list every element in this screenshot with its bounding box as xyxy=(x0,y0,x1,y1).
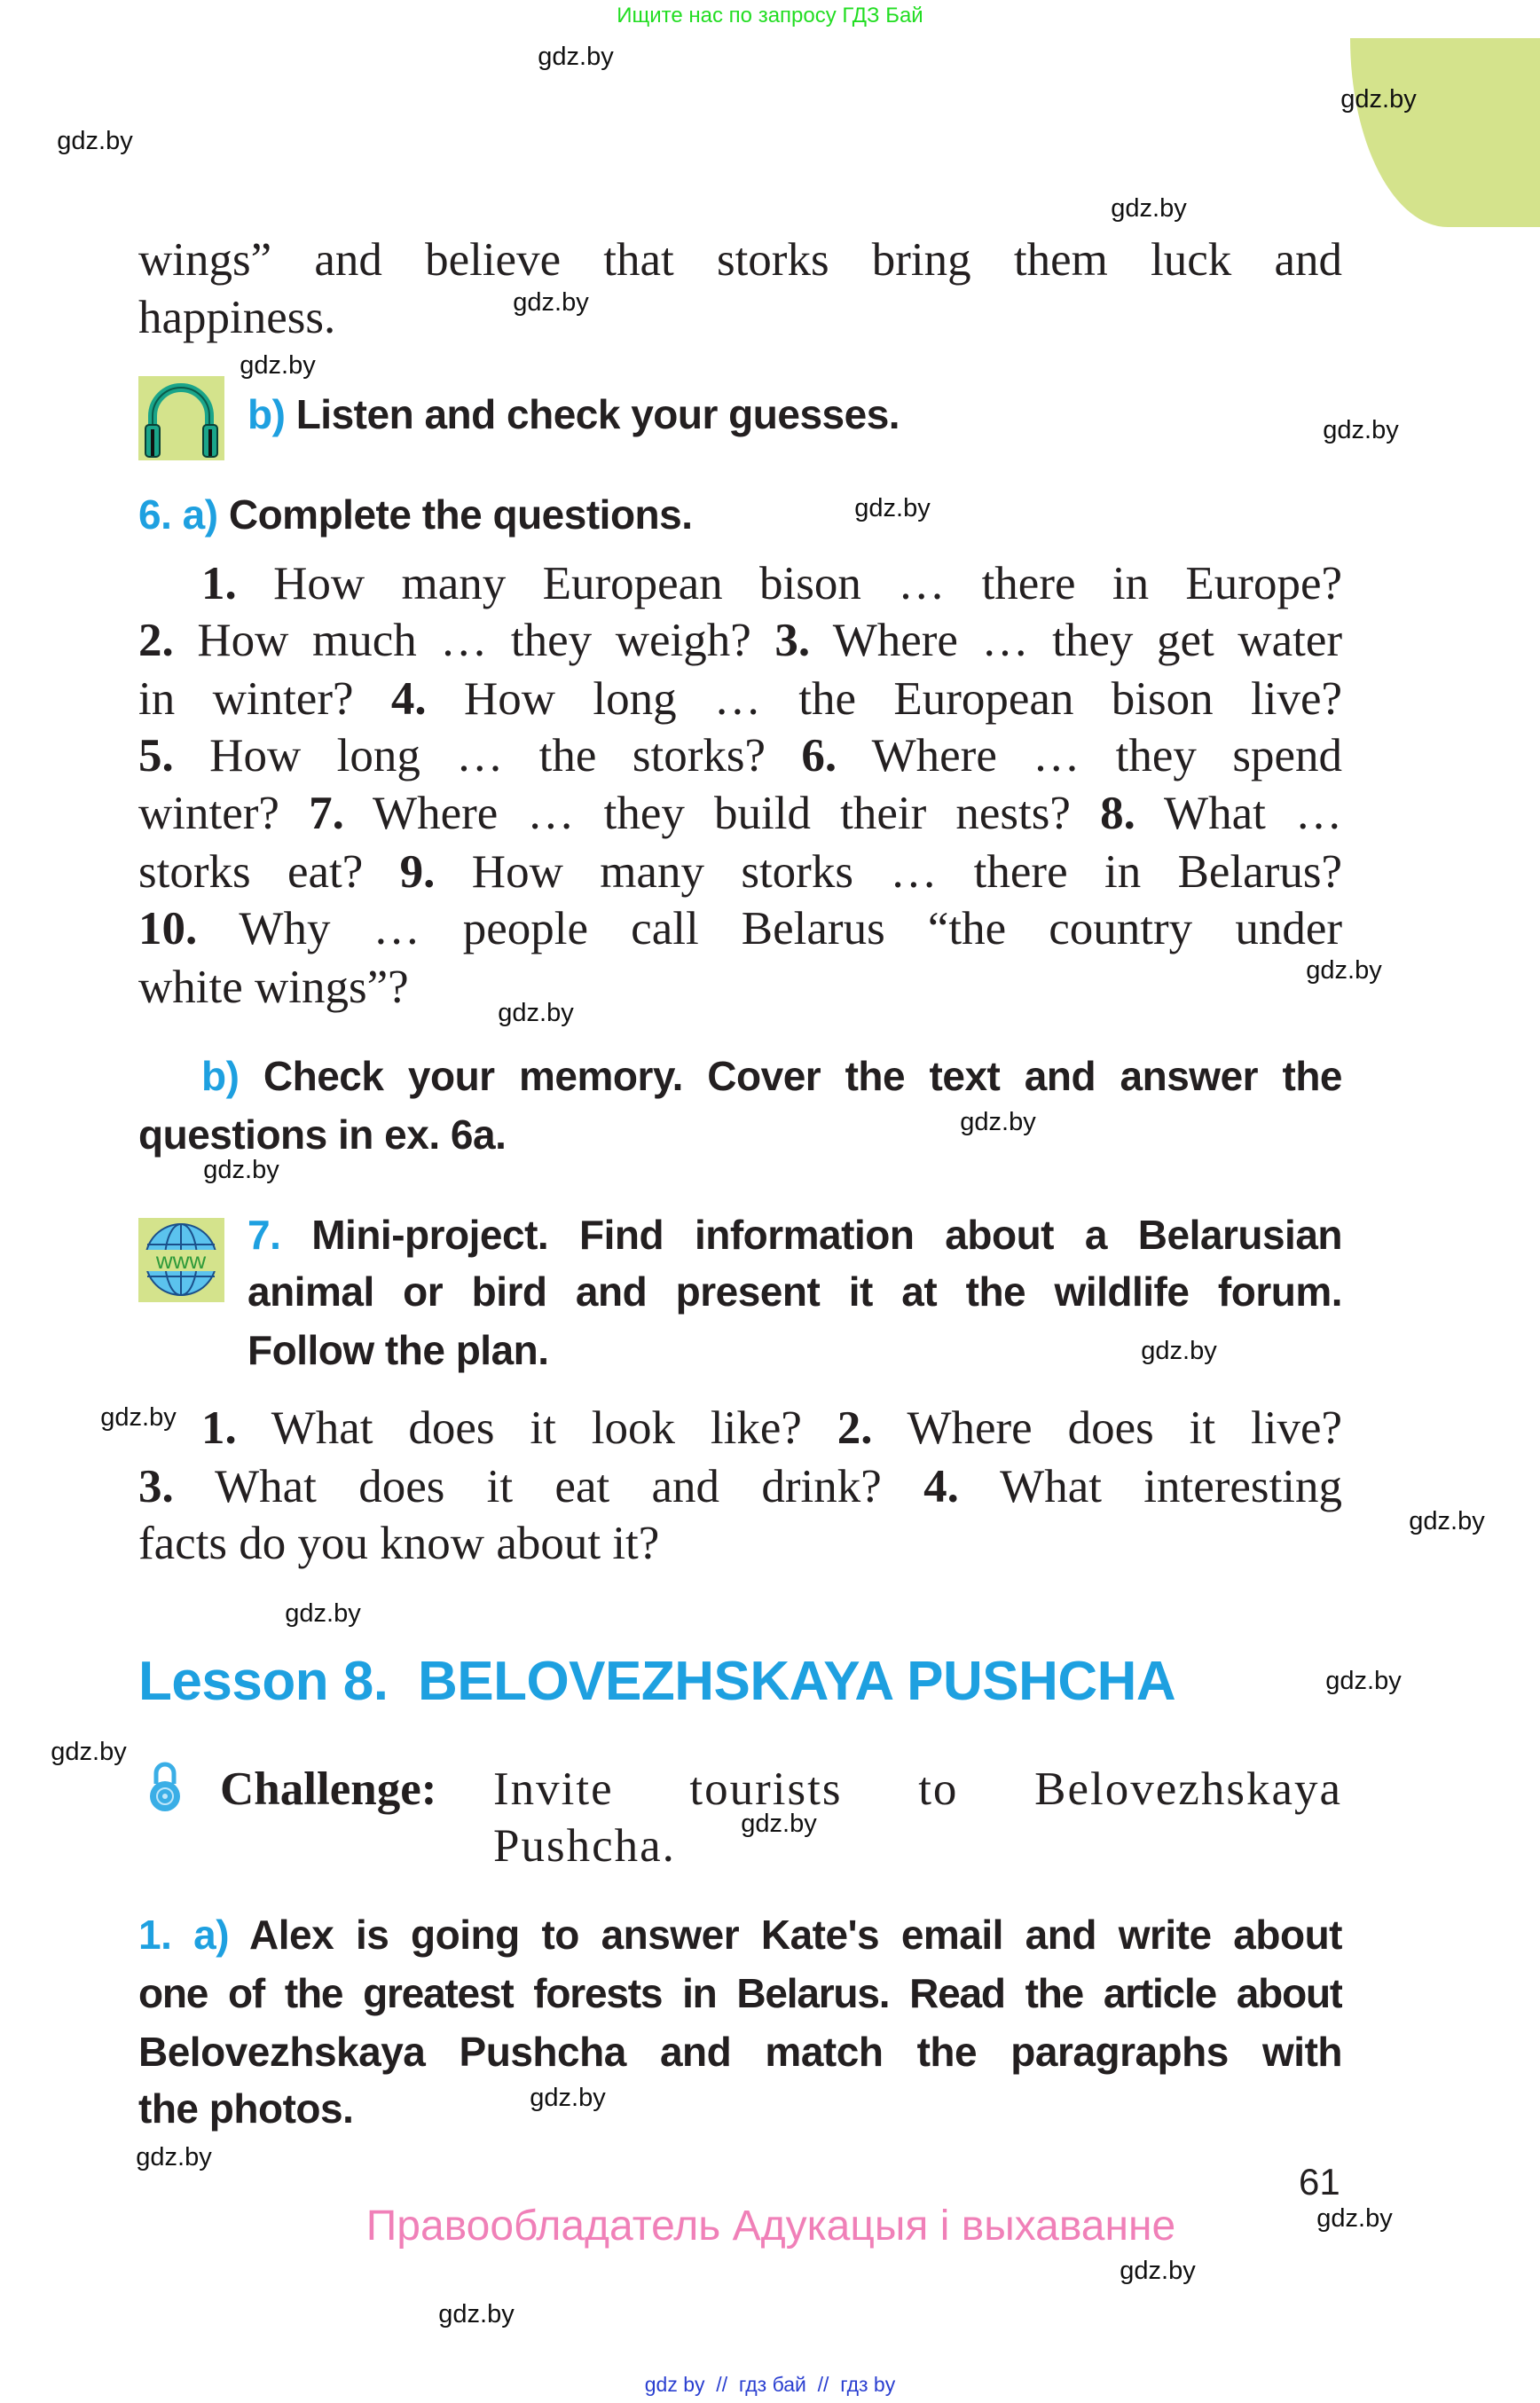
watermark: gdz.by xyxy=(1340,85,1417,114)
exercise-label: b) xyxy=(248,391,286,437)
watermark: gdz.by xyxy=(1316,2204,1393,2233)
watermark: gdz.by xyxy=(57,127,133,155)
exercise-number: 7. xyxy=(248,1212,281,1258)
exercise-label: a) xyxy=(182,491,218,538)
text-line xyxy=(201,1400,1342,1457)
item-number: 7. xyxy=(309,788,344,839)
item-text: What interesting xyxy=(958,1461,1342,1512)
item-text: wings” and believe that storks bring them luck and xyxy=(138,234,1342,286)
text-line xyxy=(138,727,1342,785)
exercise-label: b) xyxy=(201,1053,240,1099)
item-number: 9. xyxy=(399,846,436,898)
watermark: gdz.by xyxy=(498,999,574,1027)
exercise-number: 1. xyxy=(138,1912,172,1958)
watermark: gdz.by xyxy=(100,1403,177,1432)
item-number: 5. xyxy=(138,730,174,781)
text-line xyxy=(138,289,335,347)
www-globe-icon xyxy=(138,1218,224,1302)
watermark: gdz.by xyxy=(285,1599,361,1628)
text-line xyxy=(138,785,1342,843)
exercise-5b xyxy=(248,386,900,444)
lesson-name: BELOVEZHSKAYA PUSHCHA xyxy=(417,1651,1176,1712)
text-line xyxy=(138,612,1342,670)
item-text: What does it eat and drink? xyxy=(173,1461,924,1512)
watermark: gdz.by xyxy=(1120,2257,1196,2285)
item-text: How much … they weigh? xyxy=(173,615,775,666)
watermark: gdz.by xyxy=(438,2300,515,2328)
exercise-1a-line4: the photos. xyxy=(138,2085,354,2132)
watermark: gdz.by xyxy=(203,1156,279,1184)
text-line xyxy=(138,671,1342,728)
item-text: How long … the storks? xyxy=(173,730,802,781)
exercise-6a-heading xyxy=(138,486,693,544)
exercise-1a-line1 xyxy=(138,1906,1342,1964)
item-number: 1. xyxy=(201,558,237,609)
exercise-7-line2: animal or bird and present it at the wildlife forum. xyxy=(248,1268,1342,1315)
item-number: 3. xyxy=(774,615,811,666)
exercise-label: a) xyxy=(193,1912,230,1958)
exercise-instruction: Mini-project. Find information about a Belarusian xyxy=(311,1212,1342,1258)
item-number: 10. xyxy=(138,903,198,954)
item-text: winter? xyxy=(138,788,310,839)
lock-icon xyxy=(147,1761,183,1814)
item-text: Where … they spend xyxy=(837,730,1342,781)
top-banner[interactable]: Ищите нас по запросу ГДЗ Бай xyxy=(617,4,923,27)
item-text: happiness. xyxy=(138,292,336,343)
item-text: Where … they build their nests? xyxy=(343,788,1101,839)
item-text: How long … the European bison live? xyxy=(426,673,1342,725)
watermark: gdz.by xyxy=(240,351,316,380)
exercise-7-line3: Follow the plan. xyxy=(248,1327,549,1373)
exercise-instruction: Alex is going to answer Kate's email and write about xyxy=(249,1912,1342,1958)
item-number: 2. xyxy=(138,615,174,666)
headphones-icon xyxy=(138,376,224,460)
item-text: Why … people call Belarus “the country under xyxy=(197,903,1342,954)
item-text: Where does it live? xyxy=(872,1402,1342,1454)
exercise-instruction: Check your memory. Cover the text and answer the xyxy=(263,1053,1342,1099)
item-text: in winter? xyxy=(138,673,391,725)
item-text: facts do you know about it? xyxy=(138,1518,660,1569)
exercise-instruction: Listen and check your guesses. xyxy=(295,391,900,437)
challenge-text-line1: Invite tourists to Belovezhskaya xyxy=(493,1763,1342,1815)
challenge-text-line2: Pushcha. xyxy=(493,1820,676,1872)
watermark: gdz.by xyxy=(51,1738,127,1766)
page-number: 61 xyxy=(1299,2161,1340,2203)
item-text: What does it look like? xyxy=(236,1402,837,1454)
item-number: 2. xyxy=(837,1402,873,1454)
watermark: gdz.by xyxy=(1409,1507,1485,1535)
page-corner-tab xyxy=(1350,38,1540,227)
watermark: gdz.by xyxy=(741,1810,817,1838)
exercise-1a-line3: Belovezhskaya Pushcha and match the paragraphs with xyxy=(138,2029,1342,2075)
text-line xyxy=(138,844,1342,901)
text-line xyxy=(138,232,1342,289)
item-text: What … xyxy=(1135,788,1342,839)
exercise-number: 6. xyxy=(138,491,172,538)
svg-text:www: www xyxy=(155,1247,207,1274)
text-line xyxy=(138,959,409,1017)
watermark: gdz.by xyxy=(960,1108,1036,1136)
watermark: gdz.by xyxy=(538,43,614,71)
footer-link[interactable]: gdz by // гдз бай // гдз by xyxy=(644,2373,896,2396)
exercise-1a-line2: one of the greatest forests in Belarus. Read the article about xyxy=(138,1970,1342,2016)
watermark: gdz.by xyxy=(1323,416,1399,444)
item-text: white wings”? xyxy=(138,962,409,1013)
watermark: gdz.by xyxy=(1325,1667,1402,1695)
item-text: How many storks … there in Belarus? xyxy=(435,846,1342,898)
exercise-7-line1 xyxy=(248,1206,1342,1264)
item-text: Where … they get water xyxy=(810,615,1342,666)
watermark: gdz.by xyxy=(854,494,931,522)
text-line xyxy=(138,1515,659,1573)
challenge-label: Challenge: xyxy=(220,1763,437,1815)
exercise-6b-line1 xyxy=(201,1048,1342,1105)
copyright-notice: Правообладатель Адукацыя і выхаванне xyxy=(365,2203,1176,2250)
exercise-instruction: Complete the questions. xyxy=(228,491,693,538)
item-text: storks eat? xyxy=(138,846,400,898)
item-number: 8. xyxy=(1100,788,1135,839)
item-number: 4. xyxy=(390,673,427,725)
watermark: gdz.by xyxy=(1306,956,1382,985)
watermark: gdz.by xyxy=(513,288,589,317)
exercise-6b-line2: questions in ex. 6a. xyxy=(138,1111,507,1158)
lesson-number: Lesson 8. xyxy=(138,1651,389,1712)
watermark: gdz.by xyxy=(1111,194,1187,223)
watermark: gdz.by xyxy=(136,2143,212,2171)
item-number: 4. xyxy=(923,1461,959,1512)
item-number: 6. xyxy=(801,730,837,781)
item-text: How many European bison … there in Europe? xyxy=(236,558,1342,609)
text-line xyxy=(138,1458,1342,1516)
item-number: 1. xyxy=(201,1402,237,1454)
lesson-title xyxy=(138,1650,1175,1713)
text-line xyxy=(138,900,1342,958)
item-number: 3. xyxy=(138,1461,174,1512)
watermark: gdz.by xyxy=(530,2084,606,2112)
text-line xyxy=(201,555,1342,613)
watermark: gdz.by xyxy=(1141,1337,1217,1365)
